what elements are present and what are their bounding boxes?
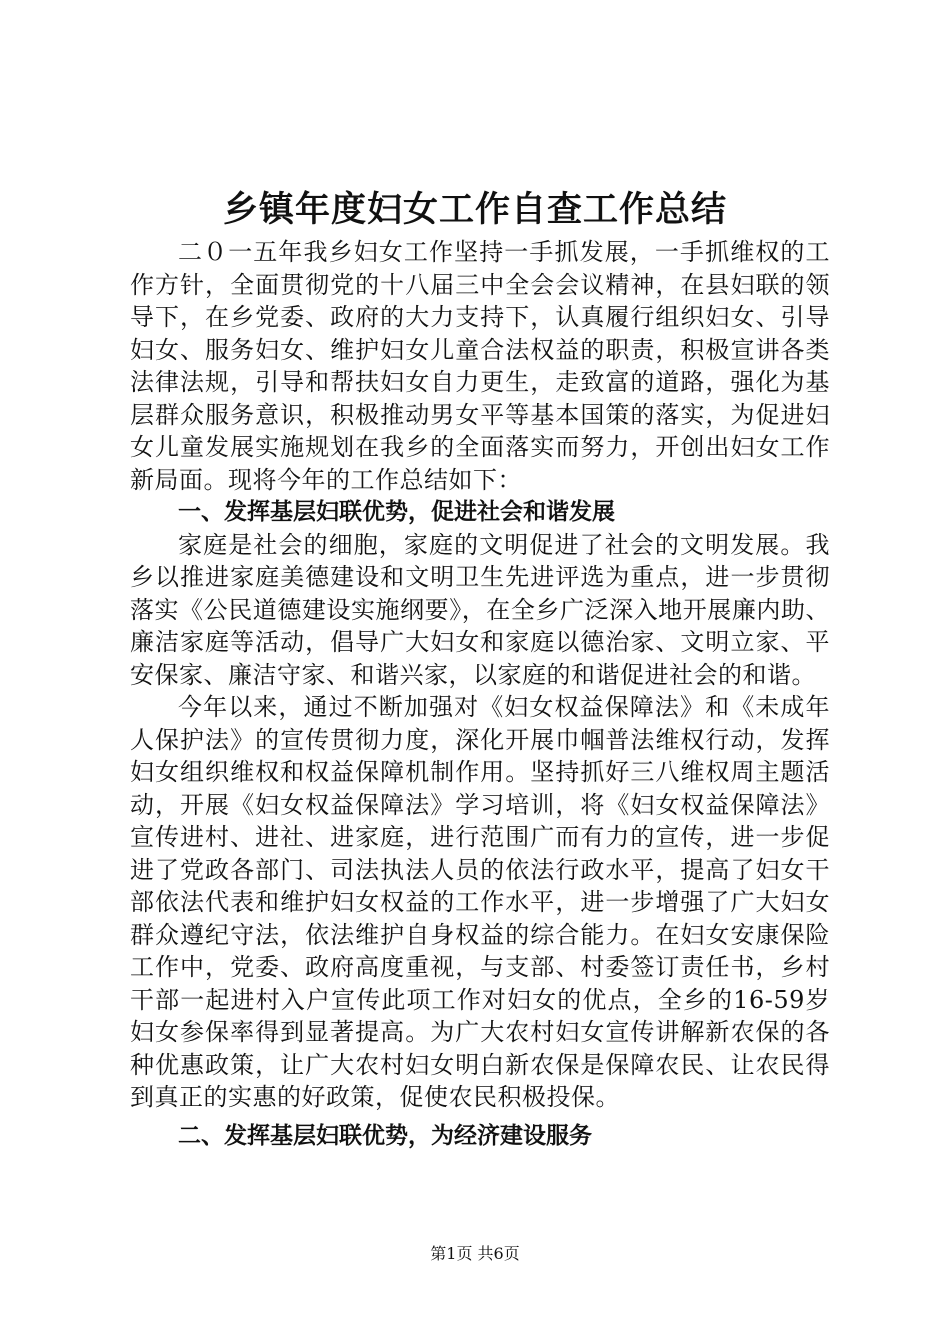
section-1-paragraph-1: 家庭是社会的细胞，家庭的文明促进了社会的文明发展。我乡以推进家庭美德建设和文明卫生先进评选为重点，进一步贯彻落实《公民道德建设实施纲要》，在全乡广泛深入地开展廉内助、廉洁家庭等活动，倡导广大妇女和家庭以德治家、文明立家、平安保家、廉洁守家、和谐兴家，以家庭的和谐促进社会的和谐。 <box>130 530 830 689</box>
document-body <box>130 236 830 1152</box>
section-1-paragraph-2: 今年以来，通过不断加强对《妇女权益保障法》和《未成年人保护法》的宣传贯彻力度，深化开展巾帼普法维权行动，发挥妇女组织维权和权益保障机制作用。坚持抓好三八维权周主题活动，开展《妇女权益保障法》学习培训，将《妇女权益保障法》宣传进村、进社、进家庭，进行范围广而有力的宣传，进一步促进了党政各部门、司法执法人员的依法行政水平，提高了妇女干部依法代表和维护妇女权益的工作水平，进一步增强了广大妇女群众遵纪守法，依法维护自身权益的综合能力。在妇女安康保险工作中，党委、政府高度重视，与支部、村委签订责任书，乡村干部一起进村入户宣传此项工作对妇女的优点，全乡的16-59岁妇女参保率得到显著提高。为广大农村妇女宣传讲解新农保的各种优惠政策，让广大农村妇女明白新农保是保障农民、让农民得到真正的实惠的好政策，促使农民积极投保。 <box>130 693 830 1111</box>
section-2-heading: 二、发挥基层妇联优势，为经济建设服务 <box>178 1122 592 1149</box>
intro-paragraph: 二０一五年我乡妇女工作坚持一手抓发展，一手抓维权的工作方针，全面贯彻党的十八届三中全会会议精神，在县妇联的领导下，在乡党委、政府的大力支持下，认真履行组织妇女、引导妇女、服务妇女、维护妇女儿童合法权益的职责，积极宣讲各类法律法规，引导和帮扶妇女自力更生，走致富的道路，强化为基层群众服务意识，积极推动男女平等基本国策的落实，为促进妇女儿童发展实施规划在我乡的全面落实而努力，开创出妇女工作新局面。现将今年的工作总结如下： <box>130 238 830 494</box>
document-title: 乡镇年度妇女工作自查工作总结 <box>222 190 727 230</box>
page-number-footer: 第1页 共6页 <box>430 1244 520 1263</box>
section-1-heading: 一、发挥基层妇联优势，促进社会和谐发展 <box>178 499 615 525</box>
